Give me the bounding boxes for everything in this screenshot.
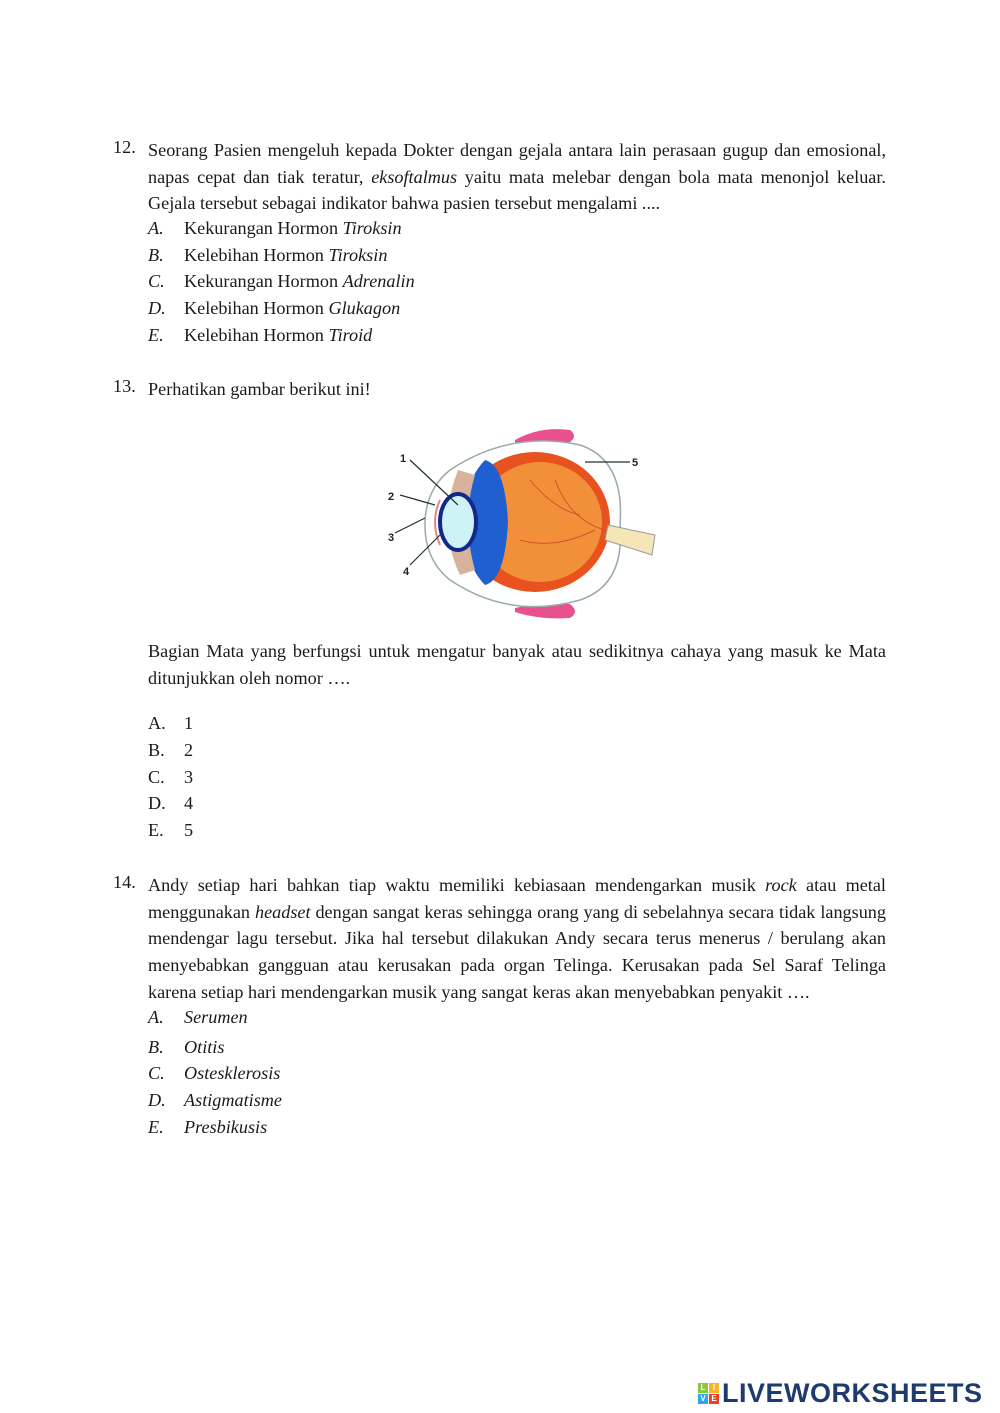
option-c[interactable]: C. Ostesklerosis [148,1063,281,1084]
label-4: 4 [403,566,410,578]
question-prompt: Bagian Mata yang berfungsi untuk mengatur banyak atau sedikitnya cahaya yang masuk ke Mata ditunjukkan oleh nomor …. [148,641,886,688]
option-a[interactable]: A. 1 [148,713,194,734]
label-2: 2 [388,491,395,503]
question-number: 12. [113,137,136,157]
label-3: 3 [388,532,395,544]
option-e[interactable]: E. Kelebihan Hormon Tiroid [148,324,373,345]
question-stem: Andy setiap hari bahkan tiap waktu memiliki kebiasaan mendengarkan musik rock atau metal menggunakan headset dengan sangat keras sehingga orang yang di sebelahnya secara tidak langsung mendengar lagu tersebut. Jika hal tersebut dilakukan Andy secara terus menerus / berulang akan menyebabkan gangguan atau kerusakan pada organ Telinga. Kerusakan pada Sel Saraf Telinga karena setiap hari mendengarkan musik yang sangat keras akan menyebabkan penyakit …. [148,875,886,1002]
option-d[interactable]: D. Astigmatisme [148,1089,283,1110]
question-number: 14. [113,872,136,892]
option-c[interactable]: C. 3 [148,766,194,787]
question-stem: Seorang Pasien mengeluh kepada Dokter dengan gejala antara lain perasaan gugup dan emosional, napas cepat dan tiak teratur, eksoftalmus yaitu mata melebar dengan bola mata menonjol keluar. Gejala tersebut sebagai indikator bahwa pasien tersebut mengalami .... [148,140,886,214]
question-stem: Perhatikan gambar berikut ini! [148,379,371,399]
label-1: 1 [400,453,407,465]
question-14 [113,872,886,1140]
option-d[interactable]: D. 4 [148,793,194,814]
option-a[interactable]: A. Serumen [148,1006,248,1027]
question-13 [113,376,886,403]
question-number: 13. [113,376,136,396]
option-e[interactable]: E. Presbikusis [148,1116,268,1137]
label-5: 5 [632,457,639,469]
option-b[interactable]: B. 2 [148,740,194,761]
option-b[interactable]: B. Otitis [148,1037,225,1058]
option-d[interactable]: D. Kelebihan Hormon Glukagon [148,298,401,319]
eye-anatomy-diagram [380,420,670,630]
question-12 [113,137,886,349]
question-13-prompt [113,638,886,844]
option-c[interactable]: C. Kekurangan Hormon Adrenalin [148,271,415,292]
liveworksheets-logo [698,1378,983,1409]
option-a[interactable]: A. Kekurangan Hormon Tiroksin [148,218,402,239]
option-b[interactable]: B. Kelebihan Hormon Tiroksin [148,244,388,265]
option-e[interactable]: E. 5 [148,820,194,841]
logo-tiles-icon: L I V E [698,1383,719,1404]
logo-text: LIVEWORKSHEETS [722,1378,983,1408]
